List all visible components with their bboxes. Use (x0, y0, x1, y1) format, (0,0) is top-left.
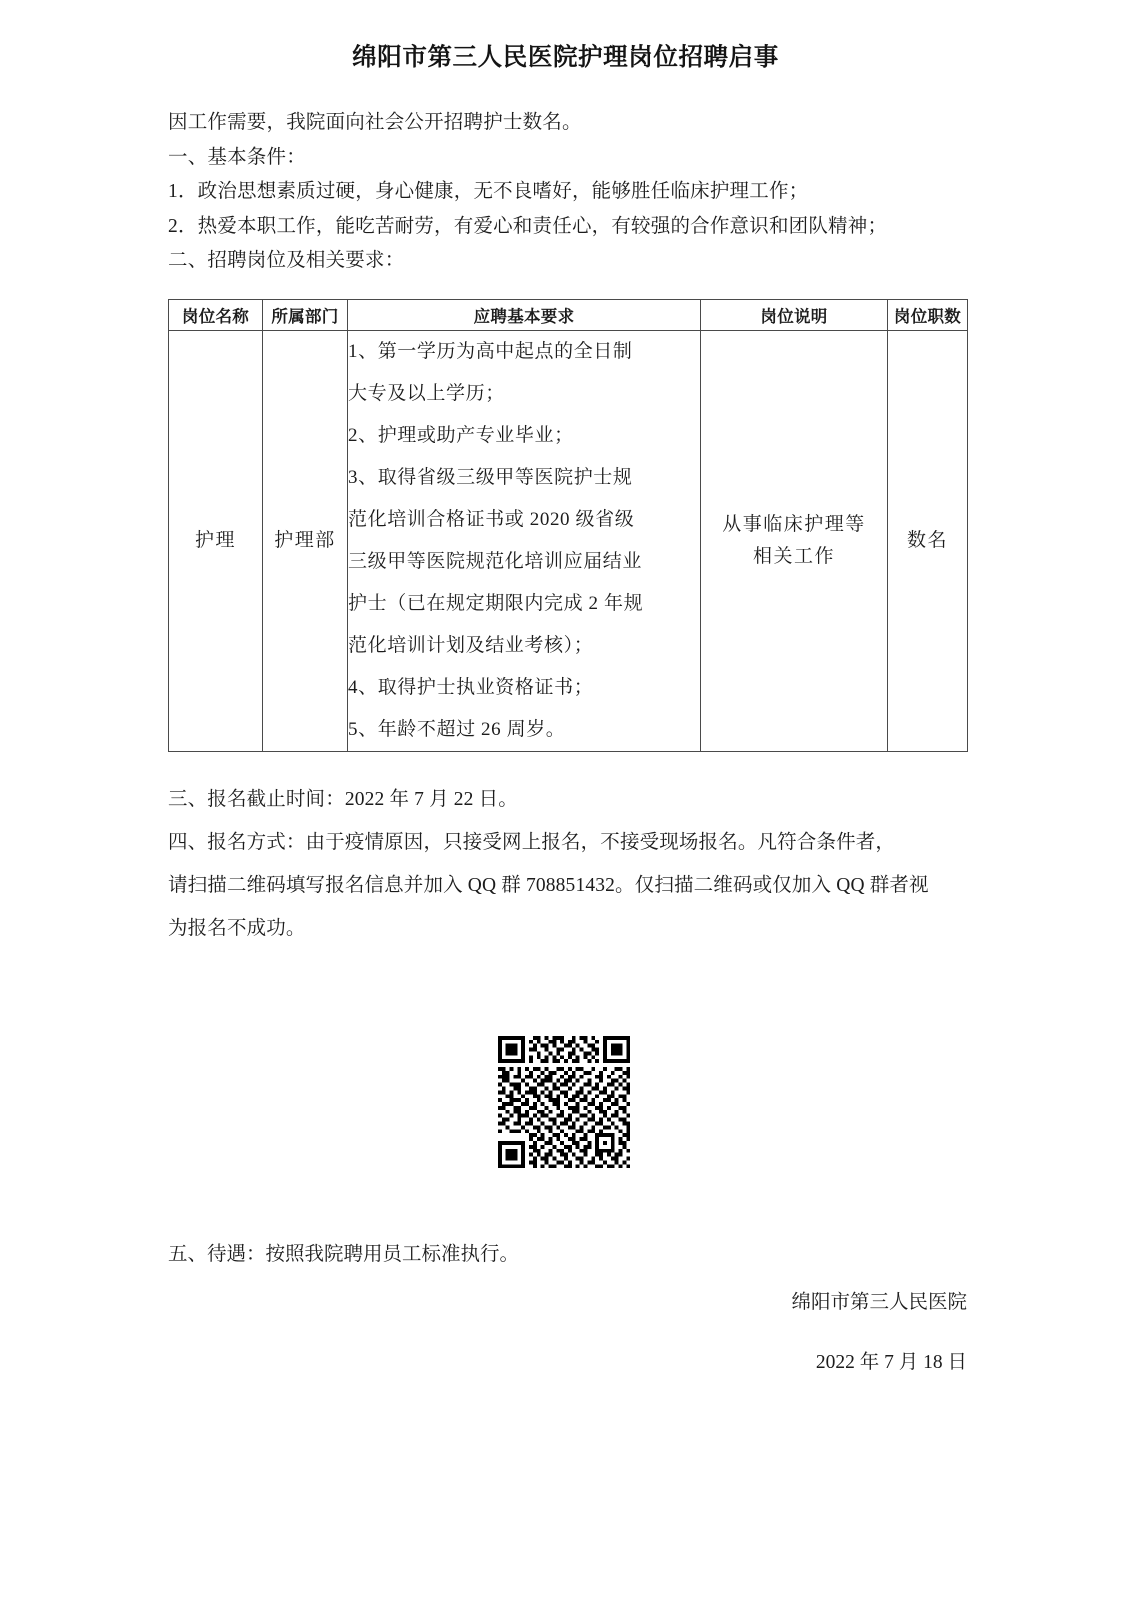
requirement-line: 范化培训计划及结业考核）； (348, 635, 594, 656)
table-header-headcount: 岗位职数 (888, 300, 968, 331)
intro-paragraph: 因工作需要，我院面向社会公开招聘护士数名。 (168, 112, 582, 133)
section-four-line-3: 为报名不成功。 (168, 918, 306, 939)
recruitment-table (168, 299, 968, 752)
signature-date: 2022 年 7 月 18 日 (815, 1352, 967, 1373)
table-header-position-name: 岗位名称 (169, 300, 263, 331)
requirement-line: 三级甲等医院规范化培训应届结业 (348, 551, 643, 572)
qr-code-svg (484, 1032, 648, 1176)
requirement-line: 护士（已在规定期限内完成 2 年规 (348, 593, 644, 614)
sections-three-four-block (168, 778, 968, 950)
section-two-heading: 二、招聘岗位及相关要求： (168, 250, 405, 271)
intro-block (168, 106, 968, 279)
job-description-line: 从事临床护理等 (722, 514, 866, 535)
section-four-line-2: 请扫描二维码填写报名信息并加入 QQ 群 708851432。仅扫描二维码或仅加入 QQ 群者视 (168, 875, 929, 896)
table-header-job-description: 岗位说明 (701, 300, 888, 331)
cell-position-name: 护理 (169, 331, 263, 752)
cell-job-description (701, 331, 888, 752)
page-title: 绵阳市第三人民医院护理岗位招聘启事 (352, 44, 779, 71)
cell-requirements (348, 331, 701, 752)
table-header-requirements: 应聘基本要求 (348, 300, 701, 331)
requirement-line: 5、年龄不超过 26 周岁。 (348, 719, 566, 740)
section-five-treatment: 五、待遇：按照我院聘用员工标准执行。 (168, 1244, 520, 1265)
section-three-deadline: 三、报名截止时间：2022 年 7 月 22 日。 (168, 789, 518, 810)
cell-headcount: 数名 (888, 331, 968, 752)
section-four-line-1: 四、报名方式：由于疫情原因，只接受网上报名，不接受现场报名。凡符合条件者， (168, 832, 896, 853)
table-row (169, 331, 968, 752)
table-header-row (169, 300, 968, 331)
section-one-item-2: 2．热爱本职工作，能吃苦耐劳，有爱心和责任心，有较强的合作意识和团队精神； (168, 215, 888, 237)
requirement-line: 大专及以上学历； (348, 383, 505, 404)
requirement-line: 3、取得省级三级甲等医院护士规 (348, 467, 633, 488)
signature-organization: 绵阳市第三人民医院 (791, 1292, 967, 1313)
table-header-department: 所属部门 (263, 300, 348, 331)
requirement-line: 范化培训合格证书或 2020 级省级 (348, 509, 635, 530)
registration-qr-code-icon (484, 1032, 648, 1176)
section-one-item-1: 1．政治思想素质过硬，身心健康，无不良嗜好，能够胜任临床护理工作； (168, 181, 809, 202)
cell-department: 护理部 (263, 331, 348, 752)
requirement-line: 1、第一学历为高中起点的全日制 (348, 341, 633, 362)
requirement-line: 4、取得护士执业资格证书； (348, 677, 594, 698)
section-one-heading: 一、基本条件： (168, 146, 306, 168)
job-description-line: 相关工作 (752, 546, 835, 567)
requirement-line: 2、护理或助产专业毕业； (348, 425, 574, 446)
